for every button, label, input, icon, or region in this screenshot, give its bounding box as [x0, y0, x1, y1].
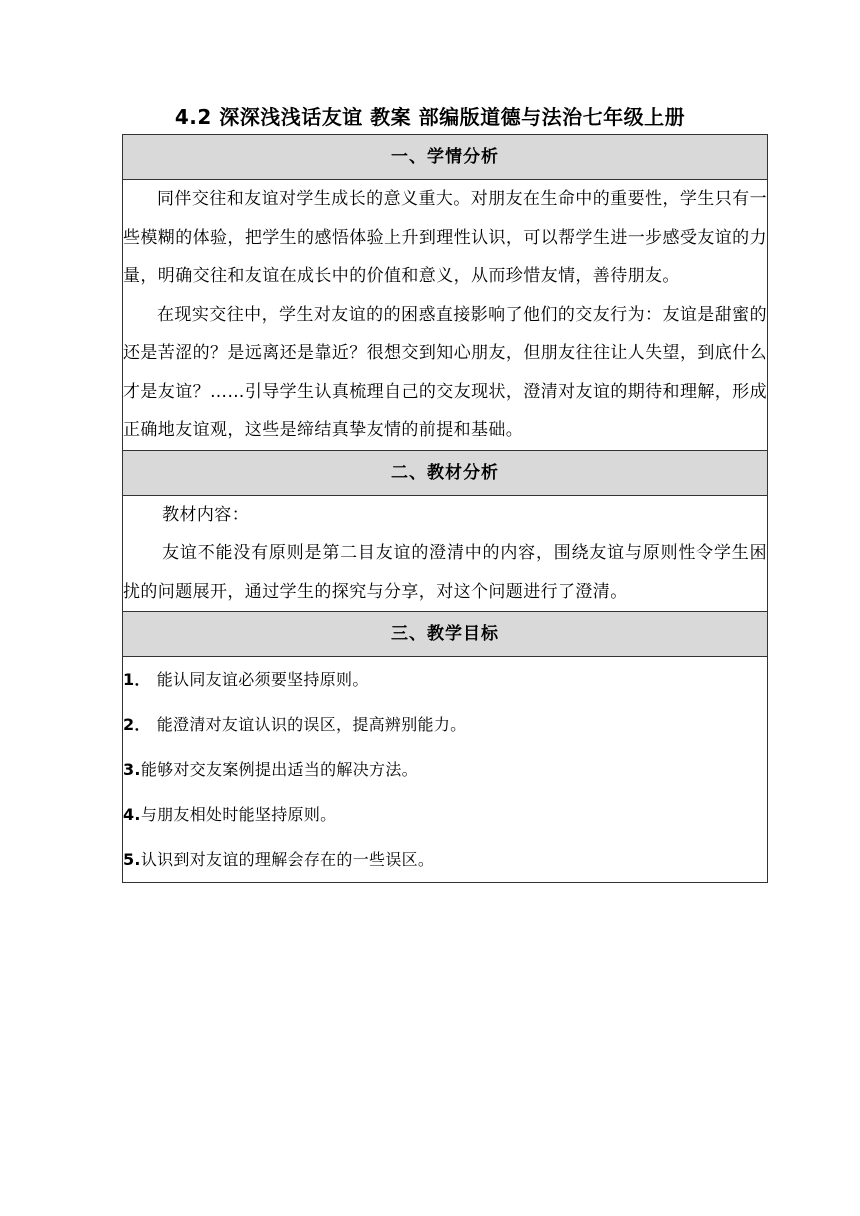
- goal-text: 能澄清对友谊认识的误区，提高辨别能力。: [156, 715, 467, 734]
- goal-item: [123, 657, 767, 702]
- section-header-row: [123, 135, 768, 180]
- learner-analysis-content: [123, 180, 768, 451]
- goal-text: 能认同友谊必须要坚持原则。: [156, 670, 369, 689]
- goal-number: 4.: [123, 805, 141, 824]
- section-body-row: [123, 180, 768, 451]
- goal-item: [123, 702, 767, 747]
- section-body-row: [123, 657, 768, 883]
- paragraph: 同伴交往和友谊对学生成长的意义重大。对朋友在生命中的重要性，学生只有一些模糊的体验，把学生的感悟体验上升到理性认识，可以帮学生进一步感受友谊的力量，明确交往和友谊在成长中的价值和意义，从而珍惜友情，善待朋友。: [123, 189, 767, 286]
- section-heading-teaching-goals: 三、教学目标: [123, 612, 768, 657]
- document-title: 4.2 深深浅浅话友谊 教案 部编版道德与法治七年级上册: [174, 105, 686, 129]
- goal-text: 与朋友相处时能坚持原则。: [140, 805, 337, 824]
- goal-text: 认识到对友谊的理解会存在的一些误区。: [140, 850, 435, 869]
- lesson-plan-table: [122, 134, 768, 883]
- section-heading-learner-analysis: 一、学情分析: [123, 135, 768, 180]
- goal-item: [123, 792, 767, 837]
- teaching-goals-content: [123, 657, 768, 883]
- paragraph: 友谊不能没有原则是第二目友谊的澄清中的内容，围绕友谊与原则性令学生困扰的问题展开，通过学生的探究与分享，对这个问题进行了澄清。: [123, 543, 767, 602]
- paragraph: 教材内容：: [162, 504, 250, 525]
- section-header-row: [123, 612, 768, 657]
- goal-item: [123, 747, 767, 792]
- section-body-row: [123, 495, 768, 612]
- goal-number: 5.: [123, 850, 141, 869]
- goal-item: [123, 837, 767, 882]
- goal-number: 2．: [123, 715, 151, 734]
- paragraph: 在现实交往中，学生对友谊的的困惑直接影响了他们的交友行为：友谊是甜蜜的还是苦涩的？是远离还是靠近？很想交到知心朋友，但朋友往往让人失望，到底什么才是友谊？……引导学生认真梳理自己的交友现状，澄清对友谊的期待和理解，形成正确地友谊观，这些是缔结真挚友情的前提和基础。: [123, 304, 767, 440]
- goal-number: 1．: [123, 670, 151, 689]
- section-header-row: [123, 450, 768, 495]
- goal-number: 3.: [123, 760, 141, 779]
- goal-text: 能够对交友案例提出适当的解决方法。: [140, 760, 418, 779]
- section-heading-textbook-analysis: 二、教材分析: [123, 450, 768, 495]
- textbook-analysis-content: [123, 495, 768, 612]
